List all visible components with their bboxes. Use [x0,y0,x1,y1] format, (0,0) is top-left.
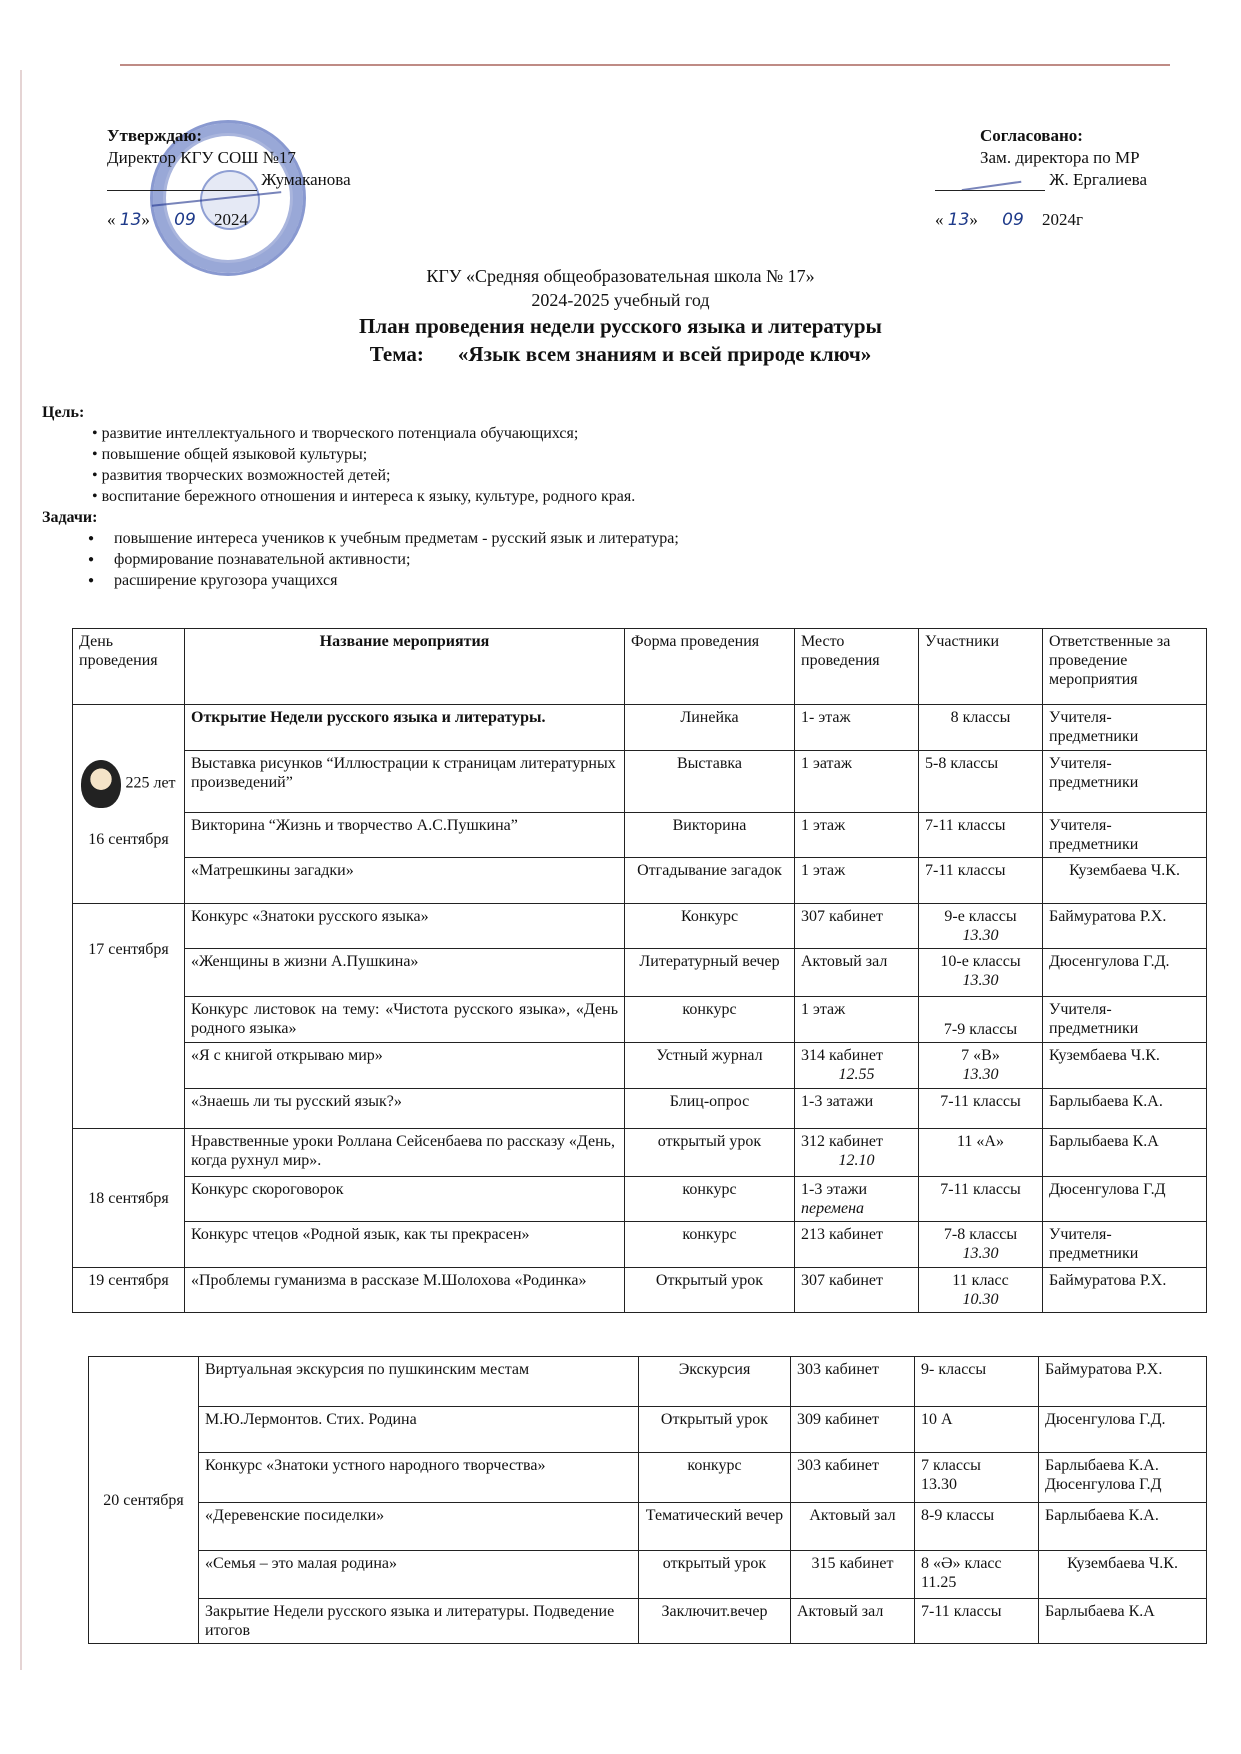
table-row [73,813,1207,858]
event-place [795,1177,919,1222]
event-place: 307 кабинет [795,904,919,949]
header-place: Место проведения [795,629,919,705]
event-participants: 5-8 классы [919,751,1043,813]
event-responsible: Учителя-предметники [1043,997,1207,1043]
event-place: 1- этаж [795,705,919,751]
approval-right-date [935,209,1147,231]
paper-edge [120,64,1170,66]
event-name: Виртуальная экскурсия по пушкинским местам [199,1357,639,1407]
event-form: Отгадывание загадок [625,858,795,904]
school-year: 2024-2025 учебный год [531,290,710,310]
event-name: «Женщины в жизни А.Пушкина» [185,949,625,997]
event-responsible: Баймуратова Р.Х. [1043,1268,1207,1313]
participants-time: 13.30 [962,1066,999,1083]
goal-item: • развития творческих возможностей детей; [92,465,1192,486]
table-header-row [73,629,1207,705]
event-place: 1-3 затажи [795,1089,919,1129]
table-row [89,1357,1207,1407]
event-place: 213 кабинет [795,1222,919,1268]
event-place: 1 этаж [795,858,919,904]
date-quote-open: « [107,210,116,229]
event-place: 1 этаж [795,997,919,1043]
approval-right-name: Ж. Ергалиева [1049,170,1148,189]
event-form: Литературный вечер [625,949,795,997]
event-participants [919,1043,1043,1089]
task-item: ● повышение интереса учеников к учебным предметам - русский язык и литература; [88,528,1192,549]
day-cell [73,705,185,904]
header-responsible: Ответственные за проведение мероприятия [1043,629,1207,705]
participants-text: 10-е классы [940,953,1021,970]
approval-left-block [107,125,351,231]
event-responsible: Баймуратова Р.Х. [1039,1357,1207,1407]
event-name: Выставка рисунков “Иллюстрации к страницам литературных произведений” [185,751,625,813]
goals-list [42,423,1192,507]
event-participants: 8 классы [919,705,1043,751]
table-row [89,1453,1207,1503]
event-responsible: Кузембаева Ч.К. [1043,1043,1207,1089]
event-name: «Матрешкины загадки» [185,858,625,904]
participants-text: 7 «В» [961,1047,1000,1064]
participants-text: 7 классы [921,1457,981,1474]
event-form: Конкурс [625,904,795,949]
anniversary-badge [79,760,178,808]
participants-time: 10.30 [962,1291,999,1308]
table-row [73,1043,1207,1089]
task-item: ● расширение кругозора учащихся [88,570,1192,591]
event-responsible: Баймуратова Р.Х. [1043,904,1207,949]
participants-time: 13.30 [962,927,999,944]
event-responsible: Учителя-предметники [1043,1222,1207,1268]
event-participants [919,1268,1043,1313]
responsible-name: Барлыбаева К.А. [1045,1457,1159,1474]
event-responsible: Дюсенгулова Г.Д. [1043,949,1207,997]
event-name: Конкурс «Знатоки устного народного творчества» [199,1453,639,1503]
place-time: 12.10 [838,1152,875,1169]
signature-line [935,172,1045,191]
place-text: 314 кабинет [801,1047,883,1064]
table-row [73,1268,1207,1313]
event-place: 303 кабинет [791,1453,915,1503]
event-responsible: Дюсенгулова Г.Д. [1039,1407,1207,1453]
school-name: КГУ «Средняя общеобразовательная школа № 17» [426,266,815,286]
table-row [89,1503,1207,1551]
participants-text: 8 «Ә» класс [921,1555,1002,1572]
table-row [73,1222,1207,1268]
event-participants: 10 А [915,1407,1039,1453]
day-label: 19 сентября [73,1268,185,1313]
event-name: Открытие Недели русского языка и литературы. [185,705,625,751]
table-row [73,858,1207,904]
approval-right-title: Согласовано: [980,126,1083,145]
goals-section [42,402,1192,591]
table-row [73,751,1207,813]
event-name: «Семья – это малая родина» [199,1551,639,1599]
place-text: 1-3 этажи [801,1181,868,1198]
event-participants [919,904,1043,949]
event-form: Выставка [625,751,795,813]
table-row [73,1177,1207,1222]
event-participants: 7-9 классы [919,997,1043,1043]
approval-left-title: Утверждаю: [107,126,203,145]
event-place: 1 этаж [795,813,919,858]
approval-left-date [107,209,351,231]
participants-time: 13.30 [962,972,999,989]
event-form: Открытый урок [625,1268,795,1313]
tasks-label: Задачи: [42,509,98,526]
date-quote-close: » [969,210,978,229]
date-quote-close: » [141,210,150,229]
event-form: открытый урок [639,1551,791,1599]
event-name: Викторина “Жизнь и творчество А.С.Пушкина” [185,813,625,858]
event-name: «Деревенские посиделки» [199,1503,639,1551]
approval-right-month: 09 [1002,210,1024,230]
goal-item: • воспитание бережного отношения и интереса к языку, культуре, родного края. [92,486,1192,507]
responsible-name: Дюсенгулова Г.Д [1045,1476,1162,1493]
event-participants: 9- классы [915,1357,1039,1407]
theme-text: «Язык всем знаниям и всей природе ключ» [457,342,872,366]
participants-time: 13.30 [962,1245,999,1262]
table-row [89,1407,1207,1453]
goals-label: Цель: [42,404,85,421]
approval-right-position: Зам. директора по МР [980,148,1140,167]
place-text: 312 кабинет [801,1133,883,1150]
event-name: Нравственные уроки Роллана Сейсенбаева по рассказу «День, когда рухнул мир». [185,1129,625,1177]
events-table [72,628,1207,1313]
event-form: конкурс [625,1177,795,1222]
event-place: 315 кабинет [791,1551,915,1599]
event-responsible: Кузембаева Ч.К. [1043,858,1207,904]
event-form: Устный журнал [625,1043,795,1089]
event-responsible: Учителя-предметники [1043,751,1207,813]
approval-left-year: 2024 [214,210,249,229]
event-name: «Проблемы гуманизма в рассказе М.Шолохова «Родинка» [185,1268,625,1313]
place-time: 12.55 [838,1066,875,1083]
event-responsible: Учителя-предметники [1043,813,1207,858]
event-form: Блиц-опрос [625,1089,795,1129]
event-responsible [1039,1453,1207,1503]
event-responsible: Барлыбаева К.А [1043,1129,1207,1177]
event-participants: 7-11 классы [919,1177,1043,1222]
event-place: Актовый зал [795,949,919,997]
table-row [73,1129,1207,1177]
event-participants: 7-11 классы [919,1089,1043,1129]
participants-text: 7-8 классы [943,1226,1018,1243]
event-place [795,1129,919,1177]
event-participants: 7-11 классы [919,813,1043,858]
event-form: открытый урок [625,1129,795,1177]
approval-right-block [935,125,1148,231]
event-form: Заключит.вечер [639,1599,791,1644]
header-form: Форма проведения [625,629,795,705]
participants-time: 13.30 [921,1476,957,1493]
event-place: Актовый зал [791,1599,915,1644]
day-label: 18 сентября [73,1129,185,1268]
event-place: Актовый зал [791,1503,915,1551]
approval-left-position: Директор КГУ СОШ №17 [107,148,296,167]
participants-text: 9-е классы [944,908,1017,925]
event-participants: 8-9 классы [915,1503,1039,1551]
event-place: 303 кабинет [791,1357,915,1407]
event-name: «Я с книгой открываю мир» [185,1043,625,1089]
table-row [73,1089,1207,1129]
approval-left-month: 09 [174,210,196,230]
event-name: М.Ю.Лермонтов. Стих. Родина [199,1407,639,1453]
header-participants: Участники [919,629,1043,705]
event-participants [919,949,1043,997]
event-form: Тематический вечер [639,1503,791,1551]
event-responsible: Учителя-предметники [1043,705,1207,751]
goal-item: • повышение общей языковой культуры; [92,444,1192,465]
date-quote-open: « [935,210,944,229]
table-row [73,705,1207,751]
approval-left-day: 13 [119,210,142,230]
table-row [73,949,1207,997]
plan-title: План проведения недели русского языка и литературы [359,314,882,338]
tasks-list [42,528,1192,591]
event-responsible: Кузембаева Ч.К. [1039,1551,1207,1599]
event-responsible: Барлыбаева К.А. [1039,1503,1207,1551]
event-participants [915,1551,1039,1599]
event-responsible: Барлыбаева К.А [1039,1599,1207,1644]
event-form: Линейка [625,705,795,751]
header-name: Название мероприятия [185,629,625,705]
theme-label: Тема: [369,342,424,366]
event-form: конкурс [639,1453,791,1503]
event-name: Конкурс скороговорок [185,1177,625,1222]
event-name: Конкурс «Знатоки русского языка» [185,904,625,949]
event-place: 1 эатаж [795,751,919,813]
event-place [795,1043,919,1089]
signature-line [107,172,257,191]
event-form: конкурс [625,1222,795,1268]
day-label: 16 сентября [88,830,169,848]
place-time: перемена [801,1200,865,1217]
event-form: Экскурсия [639,1357,791,1407]
participants-time: 11.25 [921,1574,957,1591]
event-name: «Знаешь ли ты русский язык?» [185,1089,625,1129]
event-name: Конкурс чтецов «Родной язык, как ты прекрасен» [185,1222,625,1268]
event-participants [915,1453,1039,1503]
event-form: конкурс [625,997,795,1043]
event-form: Викторина [625,813,795,858]
day-label: 20 сентября [89,1357,199,1644]
event-form: Открытый урок [639,1407,791,1453]
participants-text: 11 класс [952,1272,1009,1289]
event-name: Конкурс листовок на тему: «Чистота русского языка», «День родного языка» [185,997,625,1043]
event-participants: 7-11 классы [919,858,1043,904]
events-table-continued [88,1356,1207,1644]
event-responsible: Дюсенгулова Г.Д [1043,1177,1207,1222]
approval-right-year: 2024г [1042,210,1084,229]
approval-left-name-line [107,169,351,191]
anniversary-label: 225 лет [125,774,176,792]
task-item: ● формирование познавательной активности; [88,549,1192,570]
approval-right-name-line [935,169,1147,191]
table-row [89,1551,1207,1599]
table-row [89,1599,1207,1644]
event-responsible: Барлыбаева К.А. [1043,1089,1207,1129]
day-label: 17 сентября [73,904,185,1129]
table-row [73,904,1207,949]
event-participants [919,1222,1043,1268]
event-participants: 11 «А» [919,1129,1043,1177]
event-place: 307 кабинет [795,1268,919,1313]
header-day: День проведения [73,629,185,705]
event-name: Закрытие Недели русского языка и литературы. Подведение итогов [199,1599,639,1644]
event-participants: 7-11 классы [915,1599,1039,1644]
goal-item: • развитие интеллектуального и творческого потенциала обучающихся; [92,423,1192,444]
event-place: 309 кабинет [791,1407,915,1453]
table-row [73,997,1207,1043]
plan-theme [0,342,1241,367]
approval-left-name: Жумаканова [261,170,351,189]
approval-right-day: 13 [947,210,970,230]
pushkin-portrait-icon [81,760,121,808]
